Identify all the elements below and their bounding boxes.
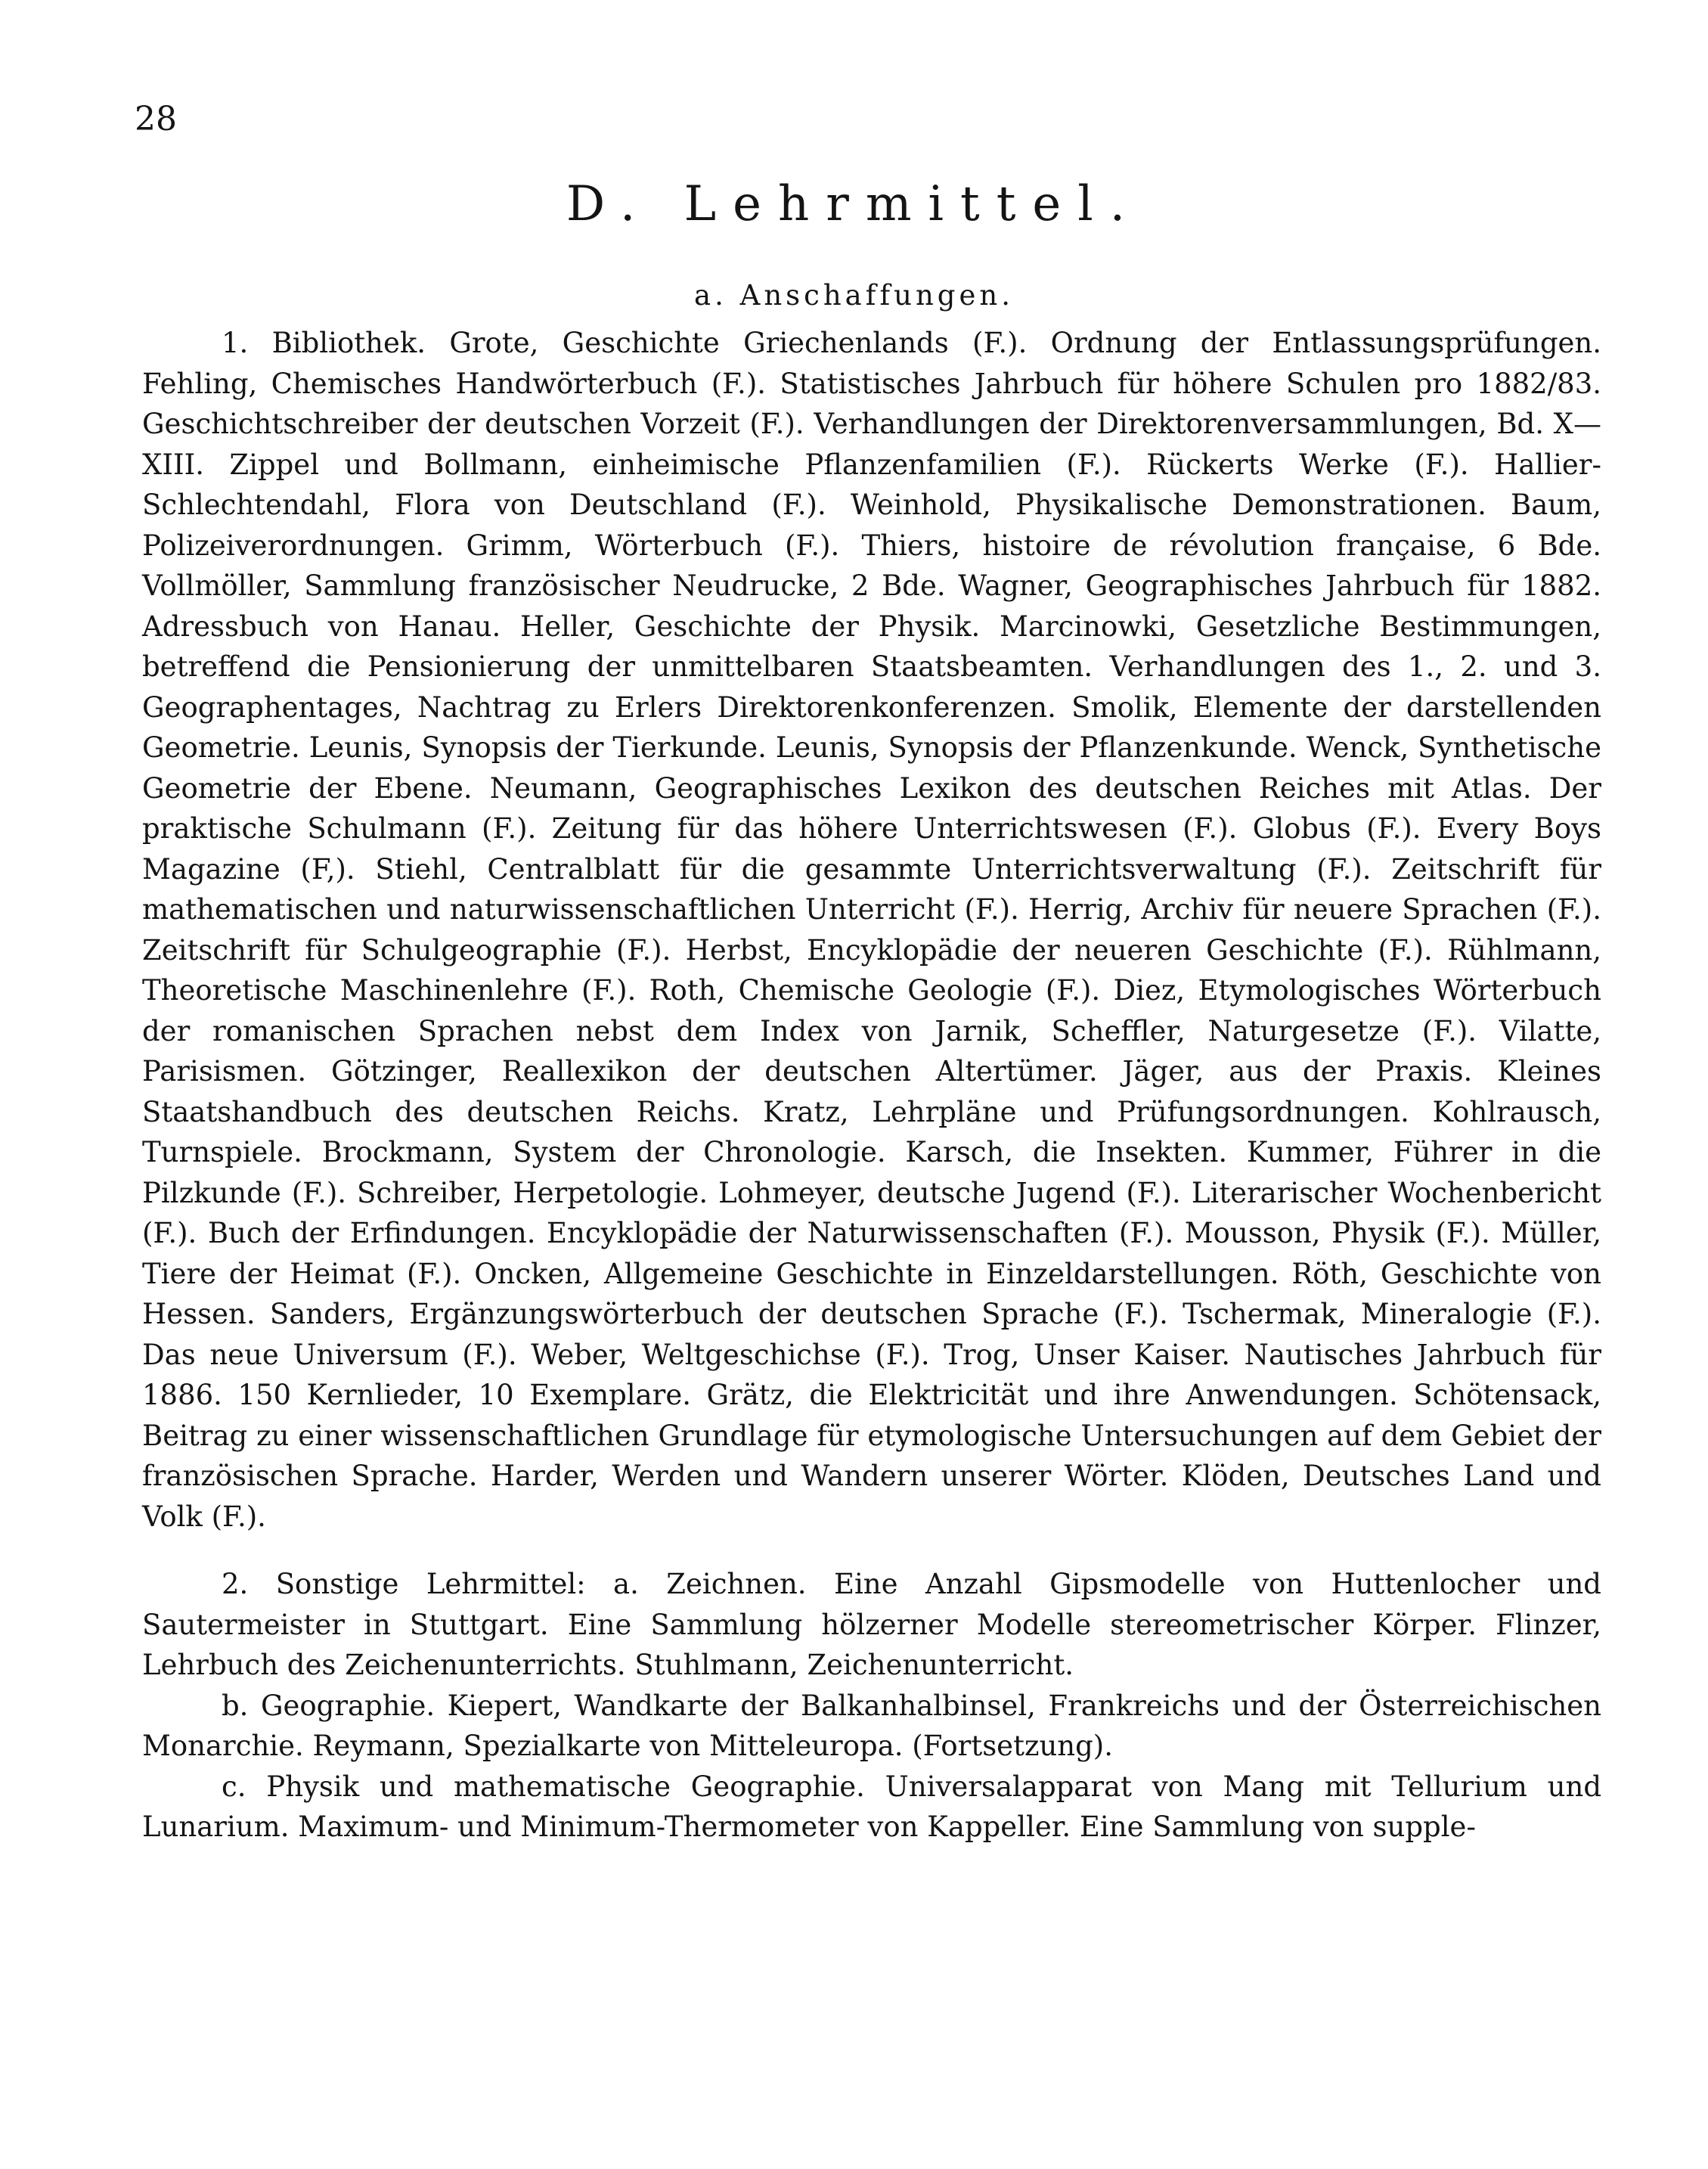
subsection-title: a. Anschaffungen. [694,279,1014,312]
paragraph-sonstige-lehrmittel: 2. Sonstige Lehrmittel: a. Zeichnen. Eine Anzahl Gipsmodelle von Huttenlocher und Sautermeister in Stuttgart. Eine Sammlung hölzerner Modelle stereometrischer Körper. Flinzer, Lehrbuch des Zeichenunterrichts. Stuhlmann, Zeichenunterricht. [142,1568,1601,1681]
paragraph-geographie: b. Geographie. Kiepert, Wandkarte der Balkanhalbinsel, Frankreichs und der Österreichischen Monarchie. Reymann, Spezialkarte von Mitteleuropa. (Fortsetzung). [142,1689,1601,1762]
paragraph-bibliothek: 1. Bibliothek. Grote, Geschichte Griechenlands (F.). Ordnung der Entlassungsprüfungen. Fehling, Chemisches Handwörterbuch (F.). Statistisches Jahrbuch für höhere Schulen pro 1882/83. Geschichtschreiber der deutschen Vorzeit (F.). Verhandlungen der Direktorenversammlungen, Bd. X—XIII. Zippel und Bollmann, einheimische Pflanzenfamilien (F.). Rückerts Werke (F.). Hallier-Schlechtendahl, Flora von Deutschland (F.). Weinhold, Physikalische Demonstrationen. Baum, Polizeiverordnungen. Grimm, Wörterbuch (F.). Thiers, histoire de révolution française, 6 Bde. Vollmöller, Sammlung französischer Neudrucke, 2 Bde. Wagner, Geographisches Jahrbuch für 1882. Adressbuch von Hanau. Heller, Geschichte der Physik. Marcinowki, Gesetzliche Bestimmungen, betreffend die Pensionierung der unmittelbaren Staatsbeamten. Verhandlungen des 1., 2. und 3. Geographentages, Nachtrag zu Erlers Direktorenkonferenzen. Smolik, Elemente der darstellenden Geometrie. Leunis, Synopsis der Tierkunde. Leunis, Synopsis der Pflanzenkunde. Wenck, Synthetische Geometrie der Ebene. Neumann, Geographisches Lexikon des deutschen Reiches mit Atlas. Der praktische Schulmann (F.). Zeitung für das höhere Unterrichtswesen (F.). Globus (F.). Every Boys Magazine (F,). Stiehl, Centralblatt für die gesammte Unterrichtsverwaltung (F.). Zeitschrift für mathematischen und naturwissenschaftlichen Unterricht (F.). Herrig, Archiv für neuere Sprachen (F.). Zeitschrift für Schulgeographie (F.). Herbst, Encyklopädie der neueren Geschichte (F.). Rühlmann, Theoretische Maschinenlehre (F.). Roth, Chemische Geologie (F.). Diez, Etymologisches Wörterbuch der romanischen Sprachen nebst dem Index von Jarnik, Scheffler, Naturgesetze (F.). Vilatte, Parisismen. Götzinger, Reallexikon der deutschen Altertümer. Jäger, aus der Praxis. Kleines Staatshandbuch des deutschen Reichs. Kratz, Lehrpläne und Prüfungsordnungen. Kohlrausch, Turnspiele. Brockmann, System der Chronologie. Karsch, die Insekten. Kummer, Führer in die Pilzkunde (F.). Schreiber, Herpetologie. Lohmeyer, deutsche Jugend (F.). Literarischer Wochenbericht (F.). Buch der Erfindungen. Encyklopädie der Naturwissenschaften (F.). Mousson, Physik (F.). Müller, Tiere der Heimat (F.). Oncken, Allgemeine Geschichte in Einzeldarstellungen. Röth, Geschichte von Hessen. Sanders, Ergänzungswörterbuch der deutschen Sprache (F.). Tschermak, Mineralogie (F.). Das neue Universum (F.). Weber, Weltgeschichse (F.). Trog, Unser Kaiser. Nautisches Jahrbuch für 1886. 150 Kernlieder, 10 Exemplare. Grätz, die Elektricität und ihre Anwendungen. Schötensack, Beitrag zu einer wissenschaftlichen Grundlage für etymologische Untersuchungen auf dem Gebiet der französischen Sprache. Harder, Werden und Wandern unserer Wörter. Klöden, Deutsches Land und Volk (F.). [142,327,1601,1533]
page-number: 28 [135,100,177,138]
paragraph-physik: c. Physik und mathematische Geographie. Universalapparat von Mang mit Tellurium und Lunarium. Maximum- und Minimum-Thermometer von Kappeller. Eine Sammlung von supple- [142,1770,1601,1843]
body-text [142,323,1601,1848]
section-title: D. Lehrmittel. [566,176,1142,232]
